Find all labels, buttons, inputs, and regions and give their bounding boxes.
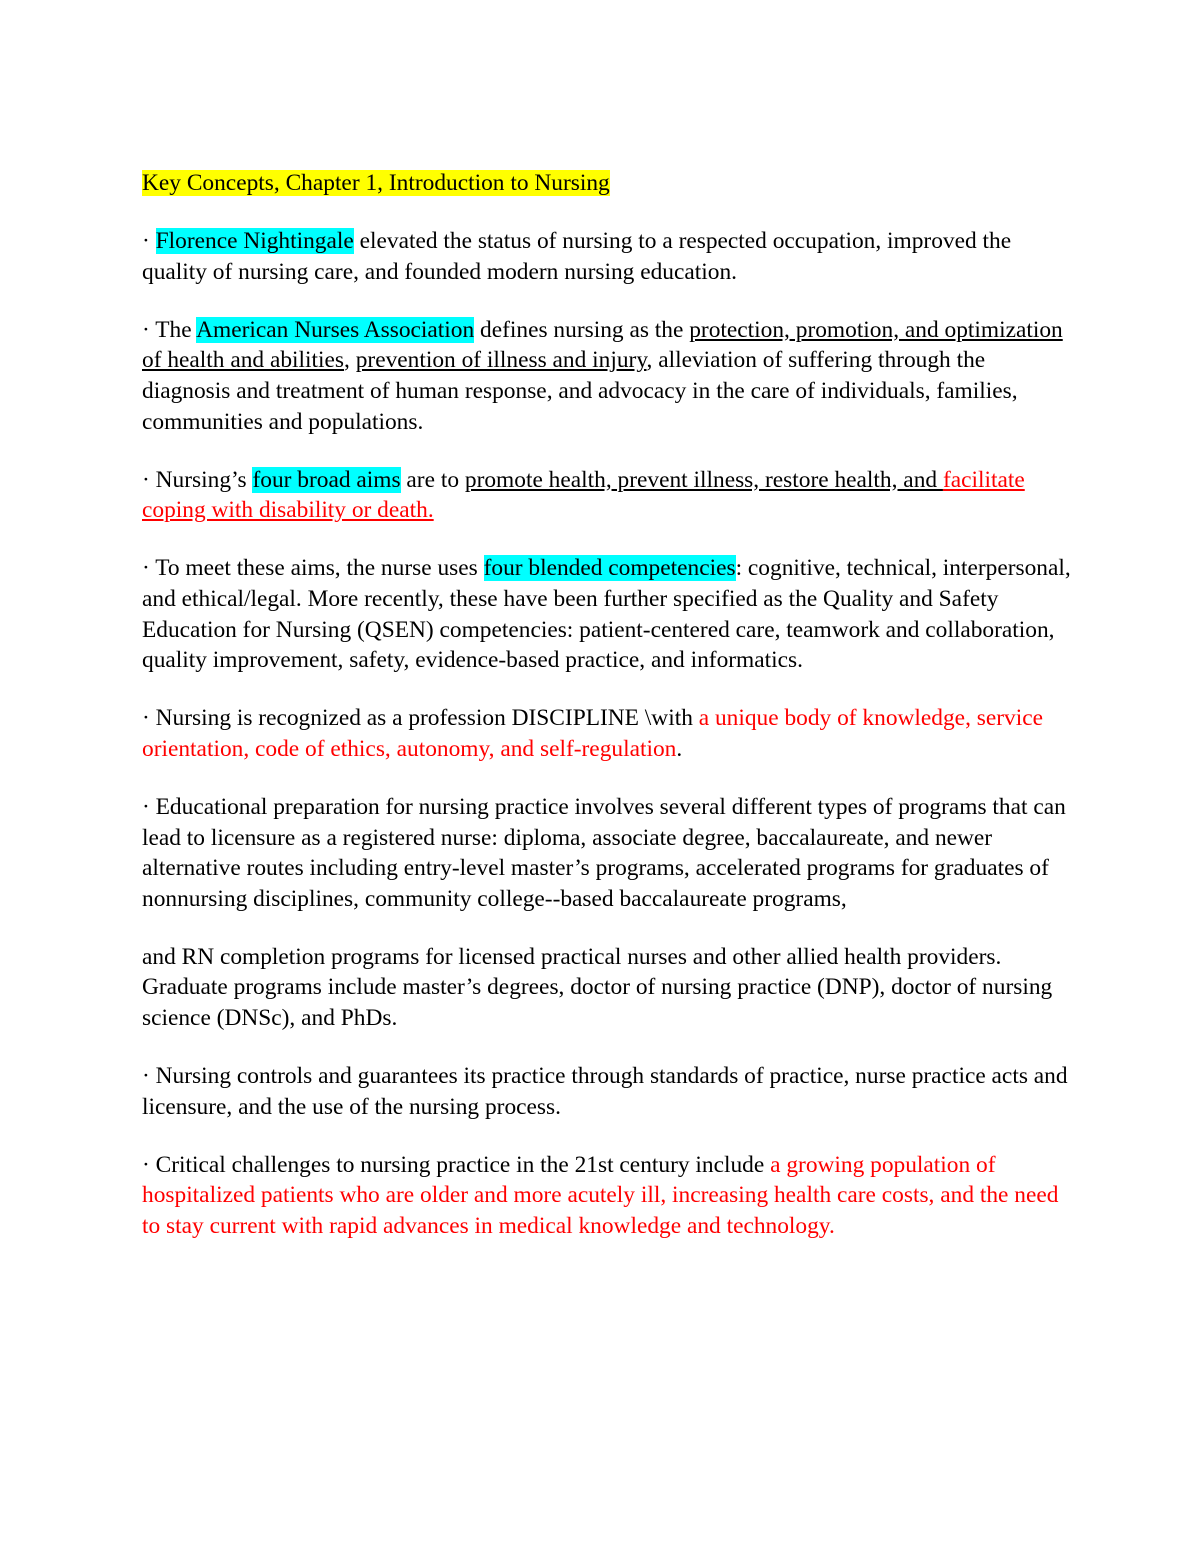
bullet: ·: [142, 316, 150, 343]
highlight-four-broad-aims: four broad aims: [252, 466, 401, 493]
red-underline-facilitate-coping: facilitate coping with disability or death.: [142, 466, 1025, 524]
bullet: ·: [142, 793, 150, 820]
paragraph-challenges: [142, 1150, 1072, 1242]
paragraph-education: [142, 792, 1072, 914]
highlight-four-blended-competencies: four blended competencies: [483, 555, 736, 582]
paragraph-profession: [142, 703, 1072, 764]
underline-aims-list: promote health, prevent illness, restore health, and: [464, 466, 943, 493]
paragraph-text: Critical challenges to nursing practice in the 21st century include: [149, 1151, 771, 1178]
paragraph-competencies: [142, 553, 1072, 675]
paragraph-rn-completion: [142, 942, 1072, 1034]
paragraph-ana-definition: [142, 315, 1072, 437]
paragraph-nightingale: [142, 226, 1072, 287]
underline-protection-promotion: protection, promotion, and optimization of health and abilities: [142, 316, 1063, 374]
bullet: ·: [142, 705, 150, 732]
bullet: ·: [142, 466, 150, 493]
bullet: ·: [142, 1063, 150, 1090]
paragraph-text: are to: [400, 466, 465, 493]
title-text: Key Concepts, Chapter 1, Introduction to Nursing: [142, 170, 610, 196]
paragraph-text: .: [676, 735, 683, 762]
paragraph-text: Nursing’s: [149, 466, 253, 493]
document-page: [142, 168, 1072, 1269]
paragraph-text: ,: [344, 347, 356, 374]
paragraph-text: and RN completion programs for licensed practical nurses and other allied health providers. Graduate programs include master’s degrees, doctor of nursing practice (DNP), doctor of nursing science (DNSc), and PhDs.: [142, 943, 1053, 1031]
bullet: ·: [142, 555, 150, 582]
underline-prevention: prevention of illness and injury: [355, 347, 647, 374]
paragraph-text: defines nursing as the: [474, 316, 690, 343]
red-text-profession-traits: a unique body of knowledge, service orientation, code of ethics, autonomy, and self-regulation: [142, 705, 1043, 762]
paragraph-text: The: [149, 316, 197, 343]
paragraph-text: Nursing is recognized as a profession DISCIPLINE \with: [149, 705, 699, 732]
paragraph-text: Nursing controls and guarantees its practice through standards of practice, nurse practice acts and licensure, and the use of the nursing process.: [142, 1063, 1068, 1120]
bullet: ·: [142, 1151, 150, 1178]
highlight-american-nurses-association: American Nurses Association: [196, 316, 475, 343]
paragraph-four-aims: [142, 465, 1072, 526]
paragraph-standards: [142, 1061, 1072, 1122]
paragraph-text: To meet these aims, the nurse uses: [149, 555, 484, 582]
bullet: ·: [142, 228, 150, 255]
red-text-challenges: a growing population of hospitalized patients who are older and more acutely ill, increasing health care costs, and the need to stay current with rapid advances in medical knowledge and technology.: [142, 1151, 1059, 1239]
paragraph-text: Educational preparation for nursing practice involves several different types of programs that can lead to licensure as a registered nurse: diploma, associate degree, baccalaureate, and newer alternative routes including entry-level master’s programs, accelerated programs for graduates of nonnursing disciplines, community college--based baccalaureate programs,: [142, 793, 1066, 912]
paragraph-text: : cognitive, technical, interpersonal, and ethical/legal. More recently, these have been further specified as the Quality and Safety Education for Nursing (QSEN) competencies: patient-centered care, teamwork and collaboration, quality improvement, safety, evidence-based practice, and informatics.: [142, 555, 1071, 674]
highlight-florence-nightingale: Florence Nightingale: [155, 228, 354, 255]
document-title: [142, 168, 1072, 199]
paragraph-text: elevated the status of nursing to a respected occupation, improved the quality of nursing care, and founded modern nursing education.: [142, 228, 1012, 285]
paragraph-text: , alleviation of suffering through the diagnosis and treatment of human response, and advocacy in the care of individuals, families, communities and populations.: [142, 347, 1018, 435]
